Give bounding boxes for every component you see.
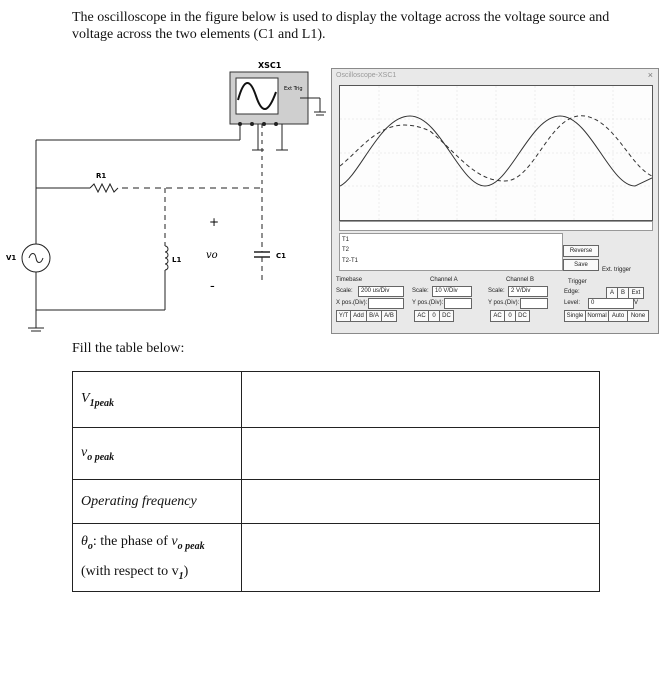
cursor-readout: [339, 233, 563, 271]
close-icon[interactable]: ×: [647, 70, 653, 80]
trigger-normal-button[interactable]: Normal: [585, 310, 609, 322]
scope-screen: [339, 85, 653, 221]
trigger-level-field[interactable]: 0: [588, 298, 634, 309]
channel-b-ac-button[interactable]: AC: [490, 310, 505, 322]
trigger-level-unit: V: [634, 300, 639, 306]
oscilloscope-window: [331, 68, 659, 334]
scope-window-title: Oscilloscope-XSC1: [336, 72, 397, 79]
channel-b-title: Channel B: [506, 277, 535, 283]
question-text: The oscilloscope in the figure below is used to display the voltage across the voltage source and voltage across the two elements (C1 and L1).: [72, 10, 610, 42]
timebase-scale-field[interactable]: 200 us/Div: [358, 286, 404, 297]
channel-a-scale-label: Scale:: [412, 288, 429, 294]
operating-frequency-label: Operating frequency: [73, 480, 242, 524]
table-row: [73, 428, 600, 480]
vo-label: vo: [206, 250, 218, 261]
channel-b-ypos-label: Y pos.(Div):: [488, 300, 520, 306]
circuit-diagram: [0, 60, 330, 340]
table-row: [73, 480, 600, 524]
reverse-button[interactable]: Reverse: [563, 245, 599, 257]
save-button[interactable]: Save: [563, 259, 599, 271]
r1-label: R1: [96, 172, 107, 180]
channel-a-scale-field[interactable]: 10 V/Div: [432, 286, 472, 297]
timebase-xpos-field[interactable]: [368, 298, 404, 309]
l1-label: L1: [172, 256, 182, 264]
timebase-xpos-label: X pos.(Div):: [336, 300, 368, 306]
yt-button[interactable]: Y/T: [336, 310, 351, 322]
vo-peak-label: $v_{o peak}$: [73, 428, 242, 480]
timebase-scale-label: Scale:: [336, 288, 353, 294]
ba-button[interactable]: B/A: [366, 310, 382, 322]
scope-scrollbar[interactable]: [339, 221, 653, 231]
add-button[interactable]: Add: [350, 310, 367, 322]
t1-label: T1: [342, 237, 350, 243]
channel-a-ypos-field[interactable]: [444, 298, 472, 309]
trigger-level-label: Level:: [564, 300, 581, 306]
timebase-title: Timebase: [336, 277, 363, 283]
trigger-none-button[interactable]: None: [627, 310, 649, 322]
trigger-edge-label: Edge:: [564, 289, 580, 295]
v1-peak-label: $V_{1peak}$: [73, 372, 242, 428]
channel-b-zero-button[interactable]: 0: [504, 310, 516, 322]
vo-peak-answer-cell[interactable]: [242, 428, 600, 480]
channel-a-ypos-label: Y pos.(Div):: [412, 300, 444, 306]
plus-sign: +: [209, 215, 220, 229]
v1-peak-answer-cell[interactable]: [242, 372, 600, 428]
table-row: [73, 524, 600, 592]
scope-label: XSC1: [258, 61, 282, 70]
trigger-single-button[interactable]: Single: [564, 310, 586, 322]
channel-a-dc-button[interactable]: DC: [439, 310, 454, 322]
channel-b-scale-label: Scale:: [488, 288, 505, 294]
channel-a-ac-button[interactable]: AC: [414, 310, 429, 322]
trigger-title: Trigger: [568, 279, 587, 285]
channel-a-zero-button[interactable]: 0: [428, 310, 440, 322]
fill-instruction: Fill the table below:: [72, 341, 185, 356]
t2-label: T2: [342, 247, 350, 253]
phase-answer-cell[interactable]: [242, 524, 600, 592]
t2t1-label: T2-T1: [342, 258, 359, 264]
trigger-edge-a-button[interactable]: A: [606, 287, 618, 299]
table-row: [73, 372, 600, 428]
trigger-edge-ext-button[interactable]: Ext: [628, 287, 644, 299]
ext-trigger-label: Ext. trigger: [602, 267, 632, 273]
answer-table: [72, 371, 600, 592]
c1-label: C1: [276, 252, 287, 260]
minus-sign: -: [210, 278, 215, 294]
channel-b-dc-button[interactable]: DC: [515, 310, 530, 322]
trigger-auto-button[interactable]: Auto: [608, 310, 628, 322]
channel-b-scale-field[interactable]: 2 V/Div: [508, 286, 548, 297]
ab-button[interactable]: A/B: [381, 310, 397, 322]
v1-label: V1: [6, 254, 17, 262]
trigger-edge-b-button[interactable]: B: [617, 287, 629, 299]
channel-a-title: Channel A: [430, 277, 458, 283]
phase-label: $\theta_o$: the phase of $v_{o peak}$ (with respect to $v_1$): [73, 524, 242, 592]
channel-b-ypos-field[interactable]: [520, 298, 548, 309]
operating-frequency-answer-cell[interactable]: [242, 480, 600, 524]
ext-trig-label: Ext Trig: [284, 86, 303, 92]
